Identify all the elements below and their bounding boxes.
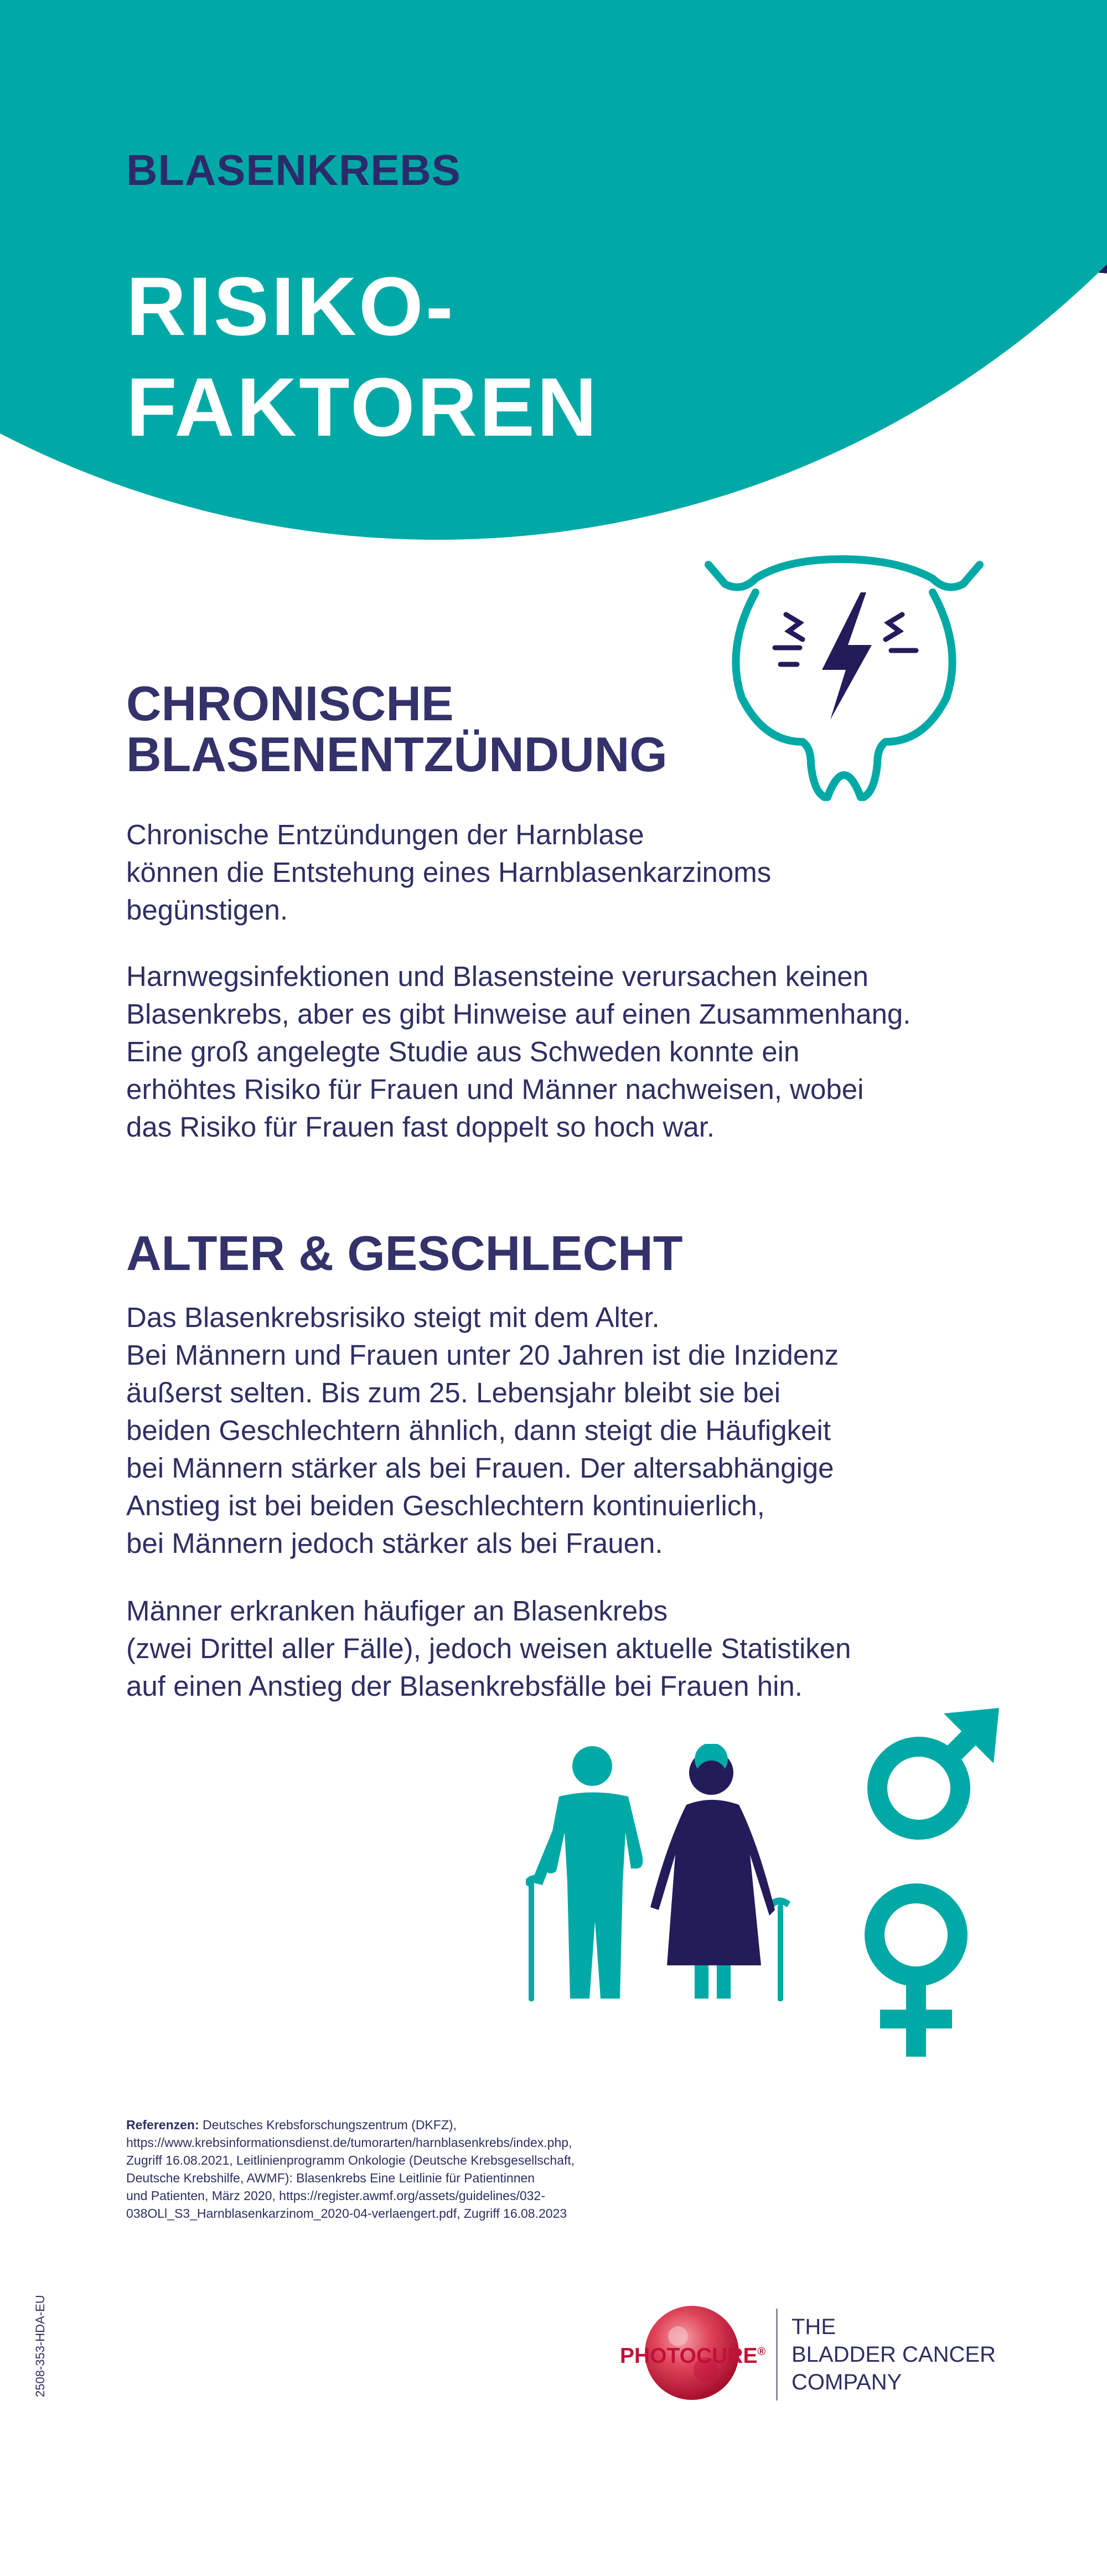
text-line: Harnwegsinfektionen und Blasensteine verursachen keinen: [126, 961, 869, 992]
reference-line: [126, 2116, 735, 2134]
brand-name: [620, 2344, 765, 2368]
text-line: begünstigen.: [126, 894, 288, 926]
section-heading-age-gender: [126, 1228, 682, 1279]
text-line: erhöhtes Risiko für Frauen und Männer nachweisen, wobei: [126, 1073, 864, 1105]
reference-text: Deutsches Krebsforschungszentrum (DKFZ),: [199, 2118, 457, 2132]
logo-tagline: [792, 2313, 996, 2396]
heading-line: ALTER & GESCHLECHT: [126, 1226, 683, 1281]
text-line: Blasenkrebs, aber es gibt Hinweise auf einen Zusammenhang.: [126, 998, 911, 1030]
overline-title: BLASENKREBS: [126, 146, 461, 194]
brand-text: PHOTOCURE: [620, 2344, 758, 2368]
text-line: (zwei Drittel aller Fälle), jedoch weisen aktuelle Statistiken: [126, 1633, 851, 1664]
title-line: FAKTOREN: [126, 360, 599, 453]
tagline-line: THE: [792, 2315, 836, 2339]
heading-line: CHRONISCHE: [126, 676, 454, 731]
male-symbol-icon: [861, 1702, 1005, 1846]
paragraph: [126, 1592, 990, 1705]
section-heading-chronic: [126, 678, 668, 780]
reference-line: https://www.krebsinformationsdienst.de/tumorarten/harnblasenkrebs/index.php,: [126, 2135, 572, 2150]
tagline-line: COMPANY: [792, 2370, 902, 2394]
bladder-lightning-icon: [703, 554, 985, 803]
photocure-logo: [620, 2303, 1018, 2403]
reference-line: Deutsche Krebshilfe, AWMF): Blasenkrebs Eine Leitlinie für Patientinnen: [126, 2171, 535, 2185]
text-line: bei Männern stärker als bei Frauen. Der altersabhängige: [126, 1452, 834, 1484]
tagline-line: BLADDER CANCER: [792, 2342, 996, 2367]
references-label: Referenzen:: [126, 2118, 199, 2132]
logo-divider: [776, 2309, 778, 2401]
document-code: 2508-353-HDA-EU: [33, 2295, 47, 2397]
text-line: das Risiko für Frauen fast doppelt so hoch war.: [126, 1111, 715, 1143]
page-title: [126, 256, 599, 457]
paragraph: [126, 958, 990, 1146]
references: [126, 2116, 735, 2222]
text-line: bei Männern jedoch stärker als bei Frauen.: [126, 1527, 663, 1559]
text-line: Anstieg ist bei beiden Geschlechtern kontinuierlich,: [126, 1490, 765, 1521]
text-line: Bei Männern und Frauen unter 20 Jahren ist die Inzidenz: [126, 1339, 839, 1371]
reference-line: und Patienten, März 2020, https://register.awmf.org/assets/guidelines/032-: [126, 2188, 545, 2203]
reference-line: Zugriff 16.08.2021, Leitlinienprogramm Onkologie (Deutsche Krebsgesellschaft,: [126, 2153, 575, 2167]
registered-mark: ®: [757, 2346, 766, 2358]
text-line: beiden Geschlechtern ähnlich, dann steigt die Häufigkeit: [126, 1415, 831, 1446]
paragraph: [126, 1299, 990, 1562]
title-line: RISIKO-: [126, 260, 456, 353]
text-line: auf einen Anstieg der Blasenkrebsfälle bei Frauen hin.: [126, 1670, 803, 1702]
text-line: Eine groß angelegte Studie aus Schweden konnte ein: [126, 1036, 800, 1067]
text-line: äußerst selten. Bis zum 25. Lebensjahr bleibt sie bei: [126, 1377, 781, 1408]
text-line: Chronische Entzündungen der Harnblase: [126, 819, 644, 850]
elderly-couple-icon: [526, 1744, 814, 2010]
text-line: Männer erkranken häufiger an Blasenkrebs: [126, 1595, 668, 1627]
reference-line: 038OLl_S3_Harnblasenkarzinom_2020-04-verlaengert.pdf, Zugriff 16.08.2023: [126, 2206, 567, 2221]
female-symbol-icon: [861, 1882, 971, 2059]
heading-line: BLASENENTZÜNDUNG: [126, 727, 668, 782]
text-line: können die Entstehung eines Harnblasenkarzinoms: [126, 856, 772, 888]
paragraph: [126, 816, 990, 929]
text-line: Das Blasenkrebsrisiko steigt mit dem Alter.: [126, 1302, 660, 1333]
